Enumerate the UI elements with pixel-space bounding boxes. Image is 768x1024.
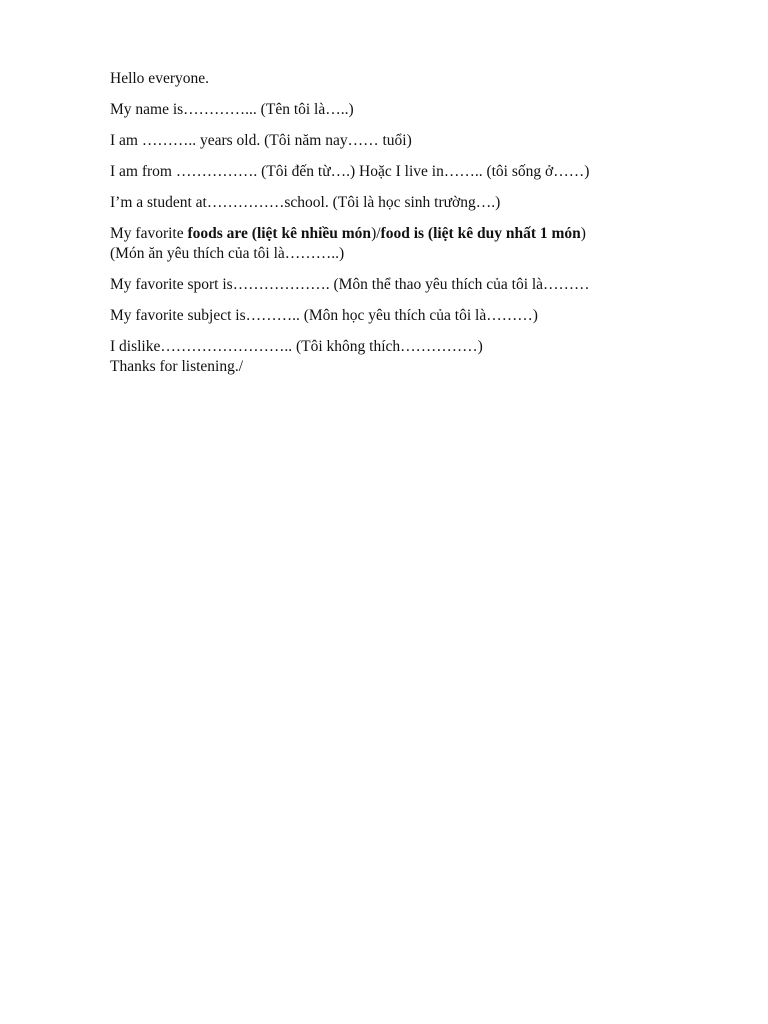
food-single-note-bold: (liệt kê duy nhất 1 món — [427, 225, 581, 242]
greeting-line: Hello everyone. — [110, 70, 209, 87]
age-line: I am ……….. years old. (Tôi năm nay…… tuổi) — [110, 132, 412, 149]
favorite-subject-line: My favorite subject is……….. (Môn học yêu thích của tôi là………) — [110, 307, 538, 324]
introduction-template — [110, 69, 730, 377]
food-plural-bold: foods are (liệt kê nhiều món — [187, 225, 372, 242]
food-prefix: My favorite — [110, 225, 188, 242]
hometown-line: I am from ……………. (Tôi đến từ….) Hoặc I live in…….. (tôi sống ở……) — [110, 163, 590, 180]
school-line: I’m a student at……………school. (Tôi là học sinh trường….) — [110, 194, 501, 211]
favorite-food-translation: (Món ăn yêu thích của tôi là………..) — [110, 245, 345, 262]
favorite-food-line — [110, 224, 730, 244]
food-close: ) — [580, 225, 586, 242]
food-singular-bold: food is — [380, 225, 425, 242]
favorite-sport-line: My favorite sport is………………. (Môn thể thao yêu thích của tôi là……… — [110, 276, 590, 293]
food-slash: )/ — [371, 225, 381, 242]
closing-line: Thanks for listening./ — [110, 358, 244, 375]
favorite-food-paragraph — [110, 224, 730, 264]
dislike-line: I dislike…………………….. (Tôi không thích……………) — [110, 338, 483, 355]
name-line: My name is…………... (Tên tôi là…..) — [110, 101, 354, 118]
